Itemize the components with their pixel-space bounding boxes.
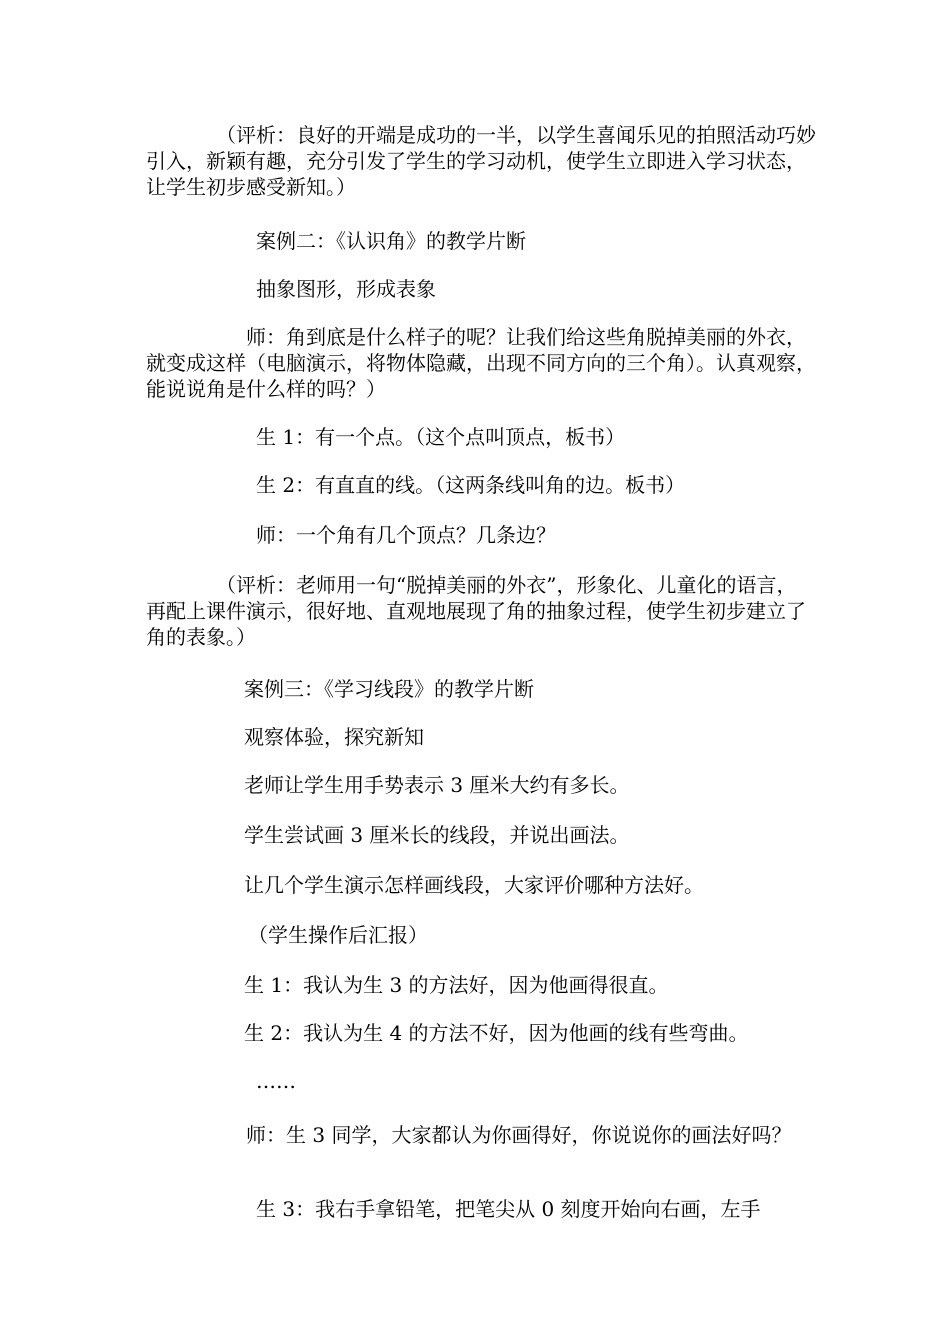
paragraph-commentary-1: （评析：良好的开端是成功的一半，以学生喜闻乐见的拍照活动巧妙引入，新颖有趣，充分引发了学生的学习动机，使学生立即进入学习状态，让学生初步感受新知。）: [146, 123, 816, 199]
paragraph-student-2-method: 生 2：我认为生 4 的方法不好，因为他画的线有些弯曲。: [244, 1021, 749, 1045]
paragraph-commentary-2: （评析：老师用一句“脱掉美丽的外衣”，形象化、儿童化的语言，再配上课件演示，很好地、直观地展现了角的抽象过程，使学生初步建立了角的表象。）: [146, 573, 806, 649]
paragraph-teacher-student-3: 师：生 3 同学，大家都认为你画得好，你说说你的画法好吗？: [146, 1123, 792, 1147]
subheading-abstract-shapes: 抽象图形，形成表象: [256, 277, 436, 301]
heading-case-2: 案例二：《认识角》的教学片断: [256, 229, 526, 253]
paragraph-teacher-question: 师：一个角有几个顶点？几条边？: [256, 523, 556, 547]
subheading-observe-explore: 观察体验，探究新知: [244, 725, 424, 749]
paragraph-student-1-method: 生 1：我认为生 3 的方法好，因为他画得很直。: [244, 973, 669, 997]
paragraph-gesture: 老师让学生用手势表示 3 厘米大约有多长。: [244, 773, 630, 797]
paragraph-student-2-line: 生 2：有直直的线。（这两条线叫角的边。板书）: [256, 473, 686, 497]
paragraph-draw-segment: 学生尝试画 3 厘米长的线段，并说出画法。: [244, 823, 630, 847]
paragraph-report: （学生操作后汇报）: [248, 923, 428, 947]
paragraph-teacher-angle: 师：角到底是什么样子的呢？让我们给这些角脱掉美丽的外衣，就变成这样（电脑演示，将物体隐藏，出现不同方向的三个角）。认真观察，能说说角是什么样的吗？）: [146, 325, 816, 401]
paragraph-student-3-method: 生 3：我右手拿铅笔，把笔尖从 0 刻度开始向右画，左手: [256, 1197, 761, 1221]
paragraph-student-1-point: 生 1：有一个点。（这个点叫顶点，板书）: [256, 425, 626, 449]
heading-case-3: 案例三：《学习线段》的教学片断: [244, 677, 534, 701]
ellipsis: ……: [256, 1069, 296, 1093]
paragraph-demonstrate: 让几个学生演示怎样画线段，大家评价哪种方法好。: [244, 873, 704, 897]
